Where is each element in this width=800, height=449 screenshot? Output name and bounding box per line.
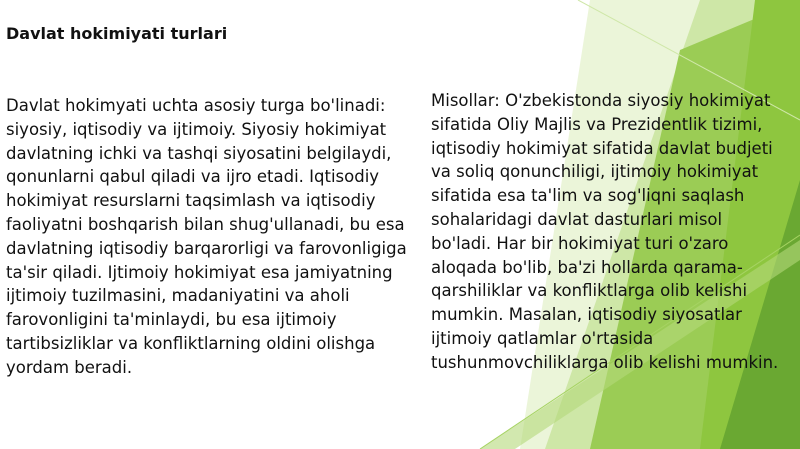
left-paragraph: Davlat hokimyati uchta asosiy turga bo'linadi: siyosiy, iqtisodiy va ijtimoiy. Siyosiy hokimiyat davlatning ichki va tashqi siyosatini belgilaydi, qonunlarni qabul qiladi va ijro etadi. Iqtisodiy hokimiyat resurslarni taqsimlash va iqtisodiy faoliyatni boshqarish bilan shug'ullanadi, bu esa davlatning iqtisodiy barqarorligi va farovonligiga ta'sir qiladi. Ijtimoiy hokimiyat esa jamiyatning ijtimoiy tuzilmasini, madaniyatini va aholi farovonligini ta'minlaydi, bu esa ijtimoiy tartibsizliklar va konfliktlarning oldini olishga yordam beradi. bbox=[6, 96, 407, 377]
slide-title: Davlat hokimiyati turlari bbox=[6, 24, 228, 43]
right-paragraph: Misollar: O'zbekistonda siyosiy hokimiyat sifatida Oliy Majlis va Prezidentlik tizimi, iqtisodiy hokimiyat sifatida davlat budjeti va soliq qonunchiligi, ijtimoiy hokimiyat sifatida esa ta'lim va sog'liqni saqlash sohalaridagi davlat dasturlari misol bo'ladi. Har bir hokimiyat turi o'zaro aloqada bo'lib, ba'zi hollarda qarama-qarshiliklar va konfliktlarga olib kelishi mumkin. Masalan, iqtisodiy siyosatlar ijtimoiy qatlamlar o'rtasida tushunmovchiliklarga olib kelishi mumkin. bbox=[431, 91, 779, 372]
